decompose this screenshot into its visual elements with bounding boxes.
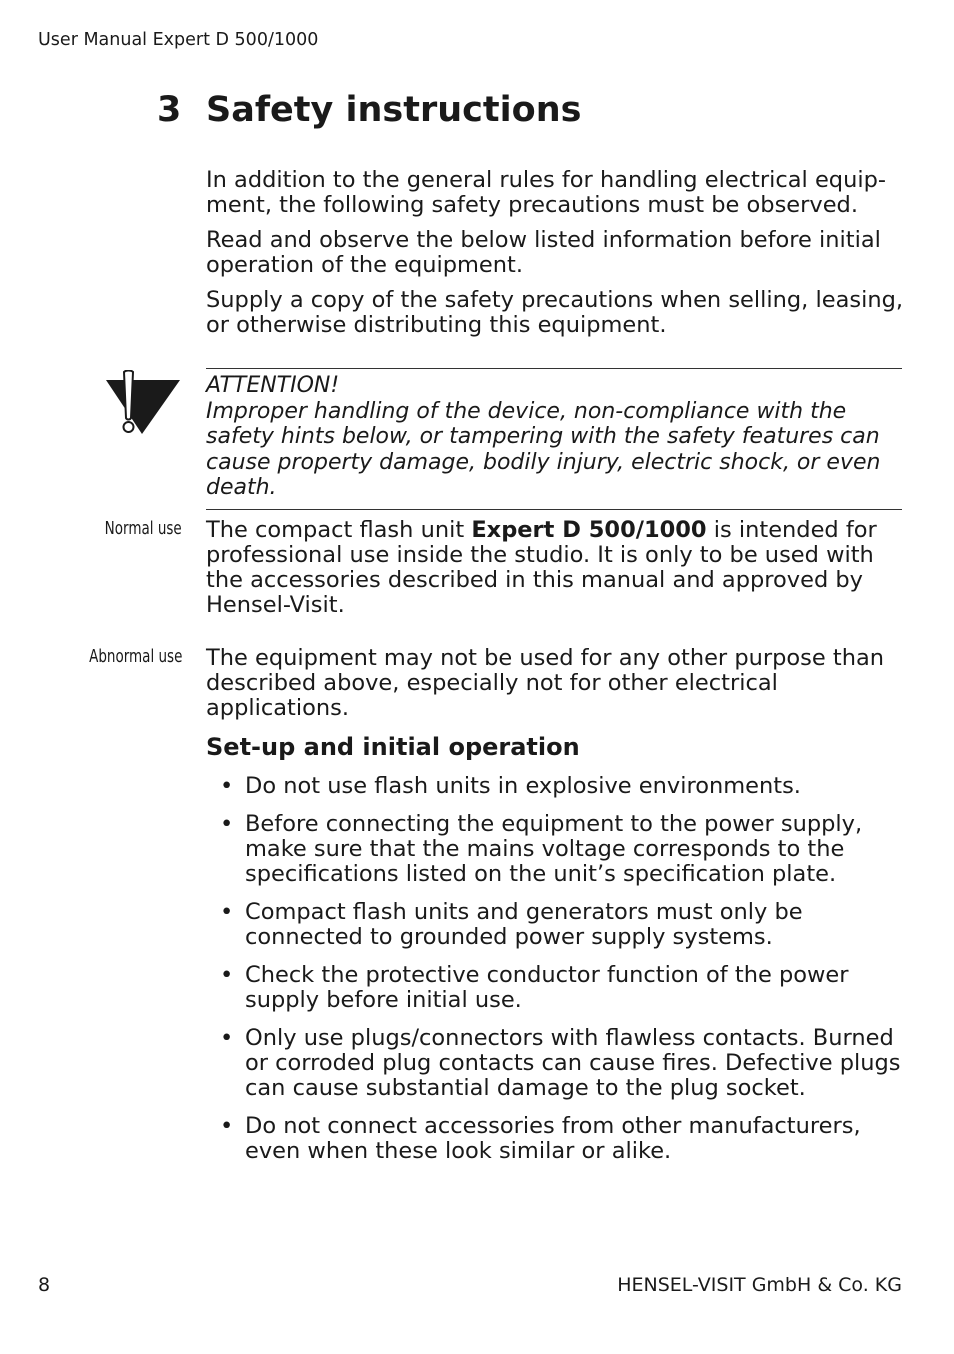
list-item: • Before connecting the equipment to the power supply, make sure that the mains voltage corresponds to the specifications listed on the unit’s specification plate.: [206, 812, 906, 887]
normal-use-text-before: The compact flash unit: [206, 517, 472, 543]
list-item: • Do not use flash units in explosive environments.: [206, 774, 906, 799]
attention-text: Improper handling of the device, non-compliance with the safety hints below, or tampering with the safety features can cause property damage, bodily injury, electric shock, or even death.: [206, 398, 881, 500]
intro-paragraph: Supply a copy of the safety precautions when selling, leasing, or otherwise distributing this equipment.: [206, 287, 904, 338]
list-item: • Do not connect accessories from other manufacturers, even when these look similar or alike.: [206, 1114, 906, 1164]
normal-use-text: [206, 518, 906, 618]
footer-company: HENSEL-VISIT GmbH & Co. KG: [617, 1274, 902, 1296]
product-name: Expert D 500/1000: [471, 517, 707, 543]
abnormal-use-section: [206, 646, 906, 721]
normal-use-text-after: is intended for professional use inside the studio. It is only to be used with the accessories described in this manual and approved by Hensel-Visit.: [206, 517, 877, 618]
chapter-title: [157, 90, 581, 130]
attention-box: [206, 368, 902, 510]
intro-paragraph: Read and observe the below listed information before initial operation of the equipment.: [206, 227, 881, 278]
abnormal-use-label: Abnormal use: [88, 646, 182, 667]
normal-use-label: Normal use: [104, 518, 182, 539]
list-item: • Check the protective conductor function of the power supply before initial use.: [206, 963, 906, 1013]
intro-section: [206, 168, 906, 348]
attention-title: ATTENTION!: [206, 373, 340, 398]
normal-use-section: [206, 518, 906, 618]
page-number: 8: [38, 1274, 51, 1296]
abnormal-use-text: The equipment may not be used for any other purpose than described above, especially not for other electrical applications.: [206, 645, 885, 721]
list-item: • Only use plugs/connectors with flawless contacts. Burned or corroded plug contacts can cause fires. Defective plugs can cause substantial damage to the plug socket.: [206, 1026, 906, 1101]
warning-exclamation-icon: [104, 370, 182, 436]
setup-list: [206, 774, 906, 1177]
chapter-number: 3: [157, 90, 182, 130]
running-header: User Manual Expert D 500/1000: [38, 30, 319, 50]
list-item: • Compact flash units and generators must only be connected to grounded power supply systems.: [206, 900, 906, 950]
setup-heading: Set-up and initial operation: [206, 733, 580, 761]
chapter-title-text: Safety instructions: [206, 90, 582, 130]
intro-paragraph: In addition to the general rules for handling electrical equip-ment, the following safety precautions must be observed.: [206, 167, 886, 218]
